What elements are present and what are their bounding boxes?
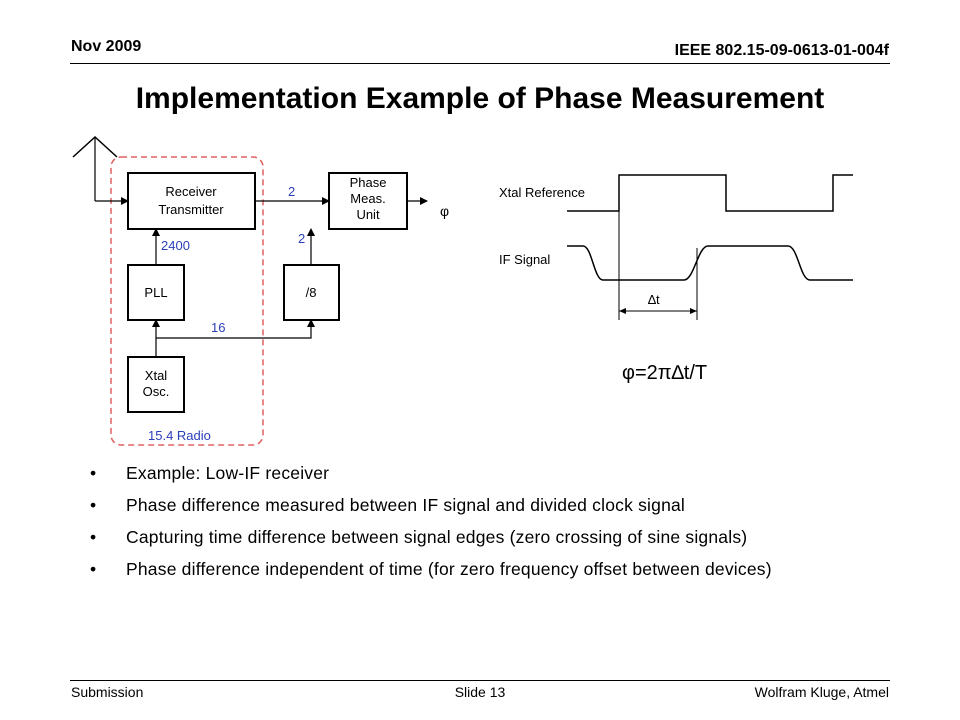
footer-author: Wolfram Kluge, Atmel — [754, 684, 889, 700]
bullet-item: • Example: Low-IF receiver — [90, 462, 890, 484]
radio-label: 15.4 Radio — [148, 428, 211, 443]
delta-t-label: ∆t — [648, 292, 660, 307]
xtal-reference-waveform — [567, 175, 853, 211]
if-signal-waveform — [567, 246, 853, 280]
pll-label: PLL — [144, 285, 168, 300]
bullet-item: • Capturing time difference between signal edges (zero crossing of sine signals) — [90, 526, 890, 548]
header-date: Nov 2009 — [71, 38, 142, 55]
bullet-item: • Phase difference independent of time (for zero frequency offset between devices) — [90, 558, 890, 580]
slide-title: Implementation Example of Phase Measurement — [135, 82, 825, 115]
rx-phase-bus-width: 2 — [288, 184, 296, 199]
if-signal-label: IF Signal — [499, 252, 551, 267]
divider-bus-width: 2 — [298, 231, 306, 246]
phase-formula: φ=2π∆t/T — [622, 362, 708, 384]
transmitter-label: Transmitter — [158, 202, 224, 217]
bullet-list — [90, 462, 890, 590]
meas-label: Meas. — [350, 191, 386, 206]
receiver-transmitter-block — [128, 173, 255, 229]
divider-label: /8 — [305, 285, 317, 300]
receiver-label: Receiver — [165, 184, 217, 199]
footer-divider — [70, 680, 890, 681]
xtal-to-divider-line — [156, 320, 311, 338]
xtal-reference-label: Xtal Reference — [499, 185, 585, 200]
xtal-frequency-label: 16 — [211, 320, 226, 335]
unit-label: Unit — [356, 207, 380, 222]
phase-label: Phase — [349, 175, 387, 190]
bullet-item: • Phase difference measured between IF signal and divided clock signal — [90, 494, 890, 516]
pll-frequency-label: 2400 — [161, 238, 190, 253]
antenna-icon — [73, 137, 128, 201]
footer-slide-number: Slide 13 — [454, 684, 506, 700]
phase-output-symbol: φ — [440, 203, 450, 219]
header-document-id: IEEE 802.15-09-0613-01-004f — [674, 42, 889, 59]
footer-submission: Submission — [71, 684, 144, 700]
osc-label: Osc. — [142, 384, 170, 399]
xtal-label: Xtal — [144, 368, 168, 383]
